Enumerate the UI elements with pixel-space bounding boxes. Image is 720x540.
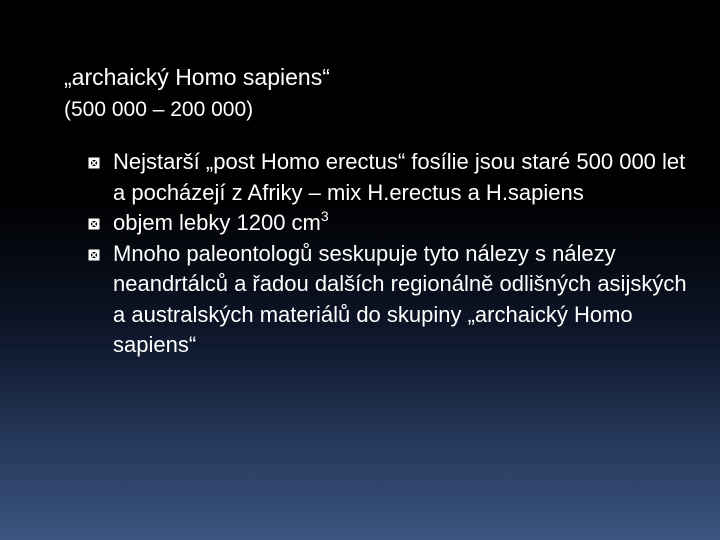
slide-subtitle: (500 000 – 200 000) bbox=[64, 98, 254, 121]
bullet-item bbox=[88, 147, 688, 208]
square-bullet-icon bbox=[88, 249, 100, 261]
bullet-item bbox=[88, 208, 688, 239]
superscript: 3 bbox=[320, 208, 329, 224]
bullet-text-main: objem lebky 1200 cm bbox=[113, 210, 321, 235]
bullet-text bbox=[113, 208, 688, 239]
slide-title: „archaický Homo sapiens“ bbox=[64, 64, 330, 90]
bullet-item bbox=[88, 239, 688, 361]
square-bullet-icon bbox=[88, 157, 100, 169]
bullet-list bbox=[88, 147, 688, 361]
bullet-text: Mnoho paleontologů seskupuje tyto nálezy s nálezy neandrtálců a řadou dalších regionálně odlišných asijských a australských materiálů do skupiny „archaický Homo sapiens“ bbox=[113, 240, 687, 357]
square-bullet-icon bbox=[88, 218, 100, 230]
bullet-text: Nejstarší „post Homo erectus“ fosílie jsou staré 500 000 let a pocházejí z Afriky – mix H.erectus a H.sapiens bbox=[113, 149, 686, 205]
